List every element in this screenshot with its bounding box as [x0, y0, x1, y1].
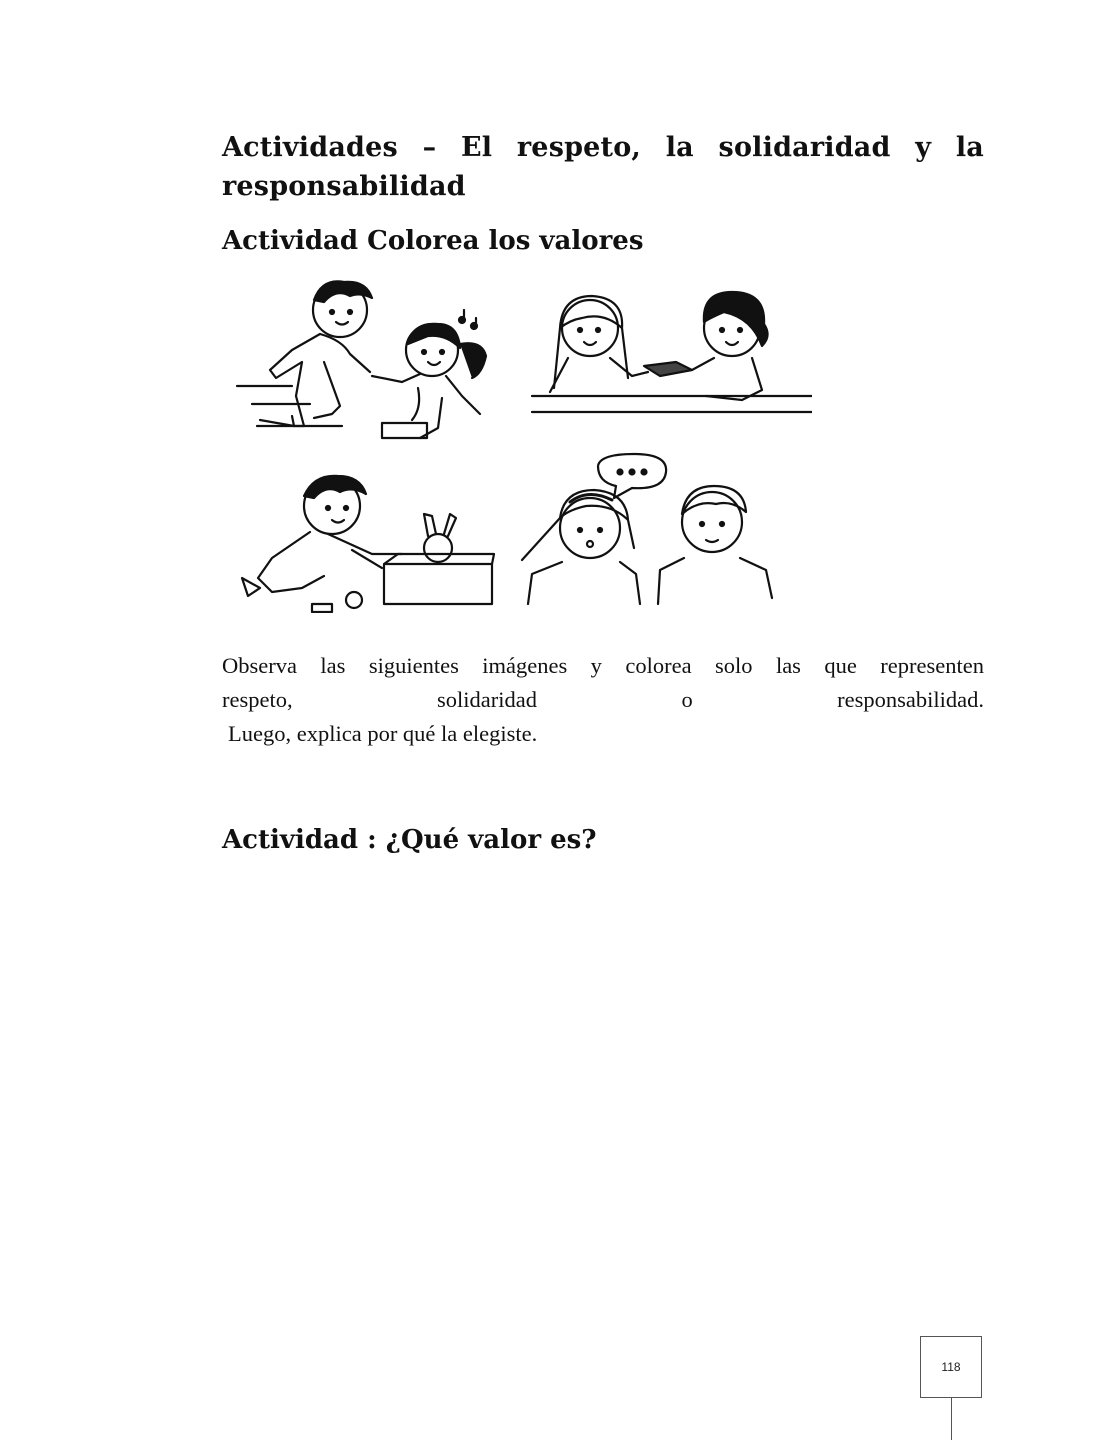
instructions-line-1: Observa las siguientes imágenes y colorea solo las que representen	[222, 653, 984, 678]
instructions-line-2: respeto, solidaridad o responsabilidad.	[222, 687, 984, 712]
page-number-label: 118	[941, 1360, 961, 1374]
title-block	[222, 128, 984, 206]
activity-instructions	[222, 649, 984, 751]
page-title	[222, 128, 984, 206]
values-illustrations	[232, 278, 812, 613]
title-line-2: responsabilidad	[222, 171, 466, 202]
boy-tidying-illustration	[242, 476, 494, 612]
activity-que-valor-heading: Actividad : ¿Qué valor es?	[222, 825, 597, 855]
activity-colorea-heading: Actividad Colorea los valores	[222, 226, 644, 256]
boy-helping-girl-illustration	[237, 281, 486, 438]
instructions-line-3: Luego, explica por qué la elegiste.	[228, 721, 538, 746]
page-number	[920, 1336, 982, 1398]
page-number-line	[951, 1398, 952, 1440]
children-talking-illustration	[522, 454, 772, 604]
title-line-1: Actividades – El respeto, la solidaridad y la	[222, 132, 984, 163]
girls-sharing-illustration	[532, 292, 812, 412]
